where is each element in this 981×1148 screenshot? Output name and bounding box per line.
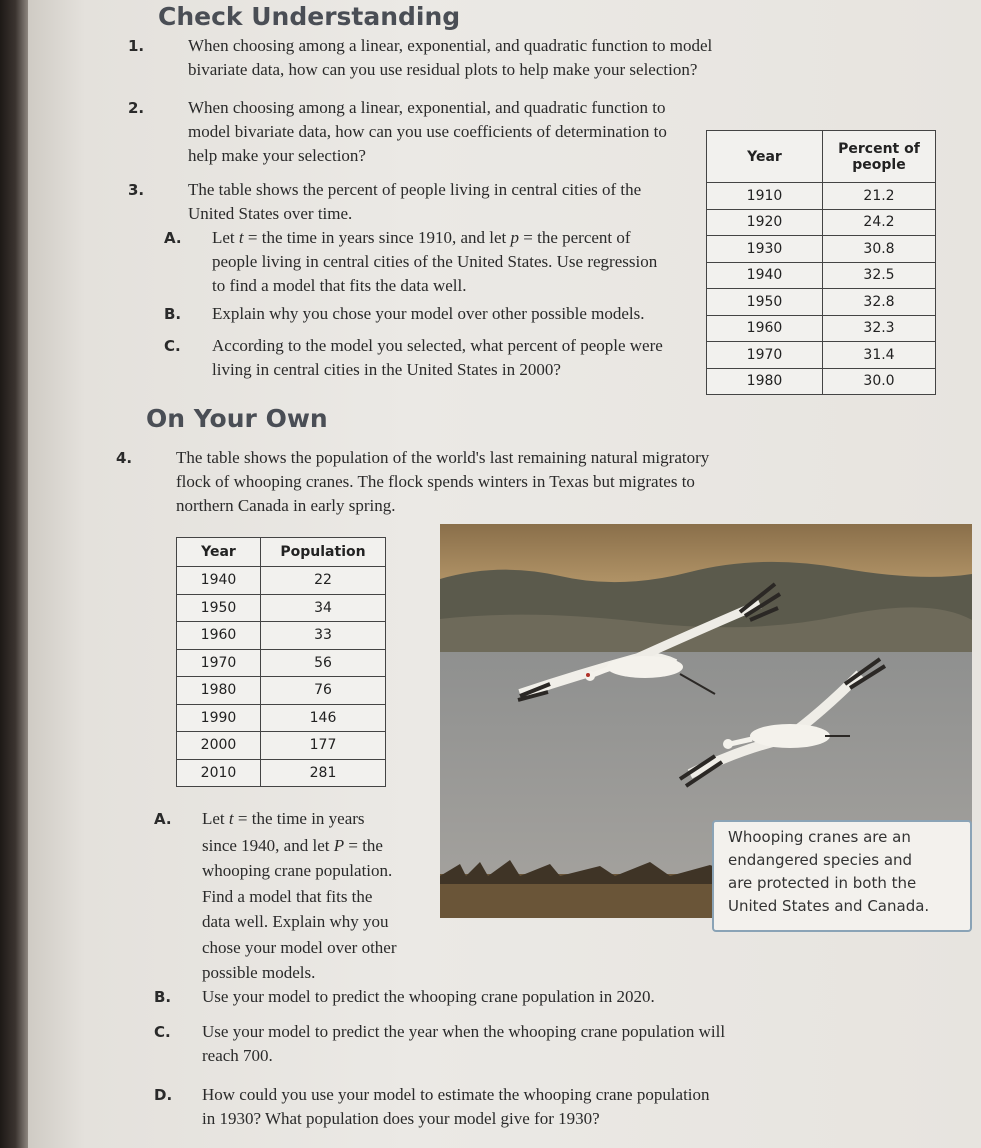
table-header-row [707, 131, 936, 183]
section-title-check-understanding: Check Understanding [158, 2, 461, 31]
caption-line: endangered species and [728, 851, 913, 869]
caption-line: are protected in both the [728, 874, 917, 892]
sub-question-label: A. [154, 810, 172, 828]
question-text-line: possible models. [202, 963, 316, 982]
text-run: = the [344, 835, 383, 855]
crane-population-table [176, 537, 386, 787]
column-header-percent [823, 131, 936, 183]
table-row [707, 315, 936, 342]
cell-year: 1970 [177, 649, 261, 677]
table-row [707, 183, 936, 210]
text-run: Let [202, 809, 229, 828]
question-2 [128, 96, 718, 168]
sub-question-label: A. [164, 229, 182, 247]
variable-t: t [238, 228, 244, 247]
question-text-line: Find a model that fits the [202, 886, 373, 906]
question-number: 2. [128, 99, 145, 117]
question-text-line: living in central cities in the United States in 2000? [212, 360, 561, 379]
question-4b [154, 985, 818, 1009]
cell-value: 56 [261, 649, 386, 677]
sub-question-label: D. [154, 1086, 173, 1104]
question-text-line: data well. Explain why you [202, 912, 389, 931]
question-text: How could you use your model to estimate the whooping crane population [202, 1085, 710, 1104]
cell-value: 30.0 [823, 368, 936, 395]
variable-p: p [510, 228, 520, 247]
column-header-year: Year [177, 538, 261, 567]
photo-caption [712, 820, 972, 932]
question-text-line: northern Canada in early spring. [176, 496, 396, 515]
question-text-line: model bivariate data, how can you use coefficients of determination to [188, 122, 667, 141]
question-3a [164, 226, 708, 298]
question-4a [154, 806, 448, 986]
cell-value: 21.2 [823, 183, 936, 210]
cell-value: 32.8 [823, 289, 936, 316]
cell-year: 1990 [177, 704, 261, 732]
column-header-population: Population [261, 538, 386, 567]
cell-year: 1950 [177, 594, 261, 622]
cell-value: 30.8 [823, 236, 936, 263]
textbook-page [28, 0, 981, 1148]
question-text: According to the model you selected, what percent of people were [212, 336, 663, 355]
question-text-line: people living in central cities of the United States. Use regression [212, 252, 658, 271]
cell-value: 32.5 [823, 262, 936, 289]
question-text: When choosing among a linear, exponential, and quadratic function to [188, 98, 666, 117]
question-text-line: whooping crane population. [202, 861, 393, 880]
question-text-line: in 1930? What population does your model give for 1930? [202, 1109, 600, 1128]
table-row [707, 262, 936, 289]
question-text-line: to find a model that fits the data well. [212, 276, 467, 295]
header-text: Percent of [838, 140, 920, 157]
question-number: 4. [116, 449, 133, 467]
question-3b [164, 302, 708, 326]
caption-line: United States and Canada. [728, 897, 930, 915]
question-text: Use your model to predict the whooping crane population in 2020. [202, 987, 655, 1006]
cell-year: 1980 [177, 677, 261, 705]
cell-year: 2010 [177, 759, 261, 787]
table-row [177, 622, 386, 650]
table-row [707, 236, 936, 263]
question-number: 1. [128, 37, 145, 55]
table-row [707, 342, 936, 369]
question-4d [154, 1083, 838, 1131]
cell-year: 1910 [707, 183, 823, 210]
percent-central-cities-table [706, 130, 936, 395]
cell-value: 177 [261, 732, 386, 760]
sub-question-label: B. [154, 988, 172, 1006]
question-3c [164, 334, 708, 382]
cell-year: 1970 [707, 342, 823, 369]
question-text-line: bivariate data, how can you use residual plots to help make your selection? [188, 60, 698, 79]
table-row [177, 677, 386, 705]
variable-t: t [228, 809, 234, 828]
book-spine-shadow [0, 0, 28, 1148]
question-text-line: chose your model over other [202, 937, 397, 957]
text-run: since 1940, and let [202, 835, 334, 855]
cell-year: 2000 [177, 732, 261, 760]
text-run: = the percent of [519, 228, 631, 247]
question-4c [154, 1020, 838, 1068]
cell-value: 24.2 [823, 209, 936, 236]
column-header-year: Year [707, 131, 823, 183]
cell-value: 34 [261, 594, 386, 622]
cell-value: 32.3 [823, 315, 936, 342]
question-text: Use your model to predict the year when the whooping crane population will [202, 1022, 726, 1041]
question-3 [128, 178, 708, 226]
sub-question-label: C. [164, 337, 181, 355]
cell-value: 33 [261, 622, 386, 650]
table-row [177, 704, 386, 732]
question-text-line: United States over time. [188, 204, 353, 223]
cell-value: 22 [261, 567, 386, 595]
cell-year: 1940 [177, 567, 261, 595]
question-text: When choosing among a linear, exponential, and quadratic function to model [188, 36, 713, 55]
table-row [707, 289, 936, 316]
cell-value: 281 [261, 759, 386, 787]
text-run: Let [212, 228, 239, 247]
table-row [707, 209, 936, 236]
cell-year: 1940 [707, 262, 823, 289]
question-text-line: reach 700. [202, 1046, 273, 1065]
question-number: 3. [128, 181, 145, 199]
cell-year: 1930 [707, 236, 823, 263]
sub-question-label: C. [154, 1023, 171, 1041]
table-row [177, 594, 386, 622]
question-text-line: help make your selection? [188, 146, 366, 165]
cell-year: 1960 [707, 315, 823, 342]
cell-year: 1920 [707, 209, 823, 236]
question-text: The table shows the population of the world's last remaining natural migratory [176, 448, 710, 467]
cell-value: 76 [261, 677, 386, 705]
section-title-on-your-own: On Your Own [146, 404, 328, 433]
cell-year: 1950 [707, 289, 823, 316]
question-4 [116, 446, 786, 518]
table-header-row [177, 538, 386, 567]
cell-year: 1960 [177, 622, 261, 650]
table-row [177, 567, 386, 595]
sub-question-label: B. [164, 305, 182, 323]
question-1 [128, 34, 758, 82]
table-row [177, 759, 386, 787]
text-run: = the time in years since 1910, and let [243, 228, 511, 247]
text-run: = the time in years [233, 809, 365, 828]
table-row [707, 368, 936, 395]
table-row [177, 649, 386, 677]
cell-value: 146 [261, 704, 386, 732]
table-row [177, 732, 386, 760]
header-text: people [852, 156, 906, 173]
caption-line: Whooping cranes are an [728, 828, 911, 846]
question-text: Explain why you chose your model over other possible models. [212, 304, 645, 323]
question-text: The table shows the percent of people living in central cities of the [188, 180, 642, 199]
variable-P: P [333, 835, 345, 855]
question-text-line: flock of whooping cranes. The flock spends winters in Texas but migrates to [176, 472, 695, 491]
cell-value: 31.4 [823, 342, 936, 369]
cell-year: 1980 [707, 368, 823, 395]
